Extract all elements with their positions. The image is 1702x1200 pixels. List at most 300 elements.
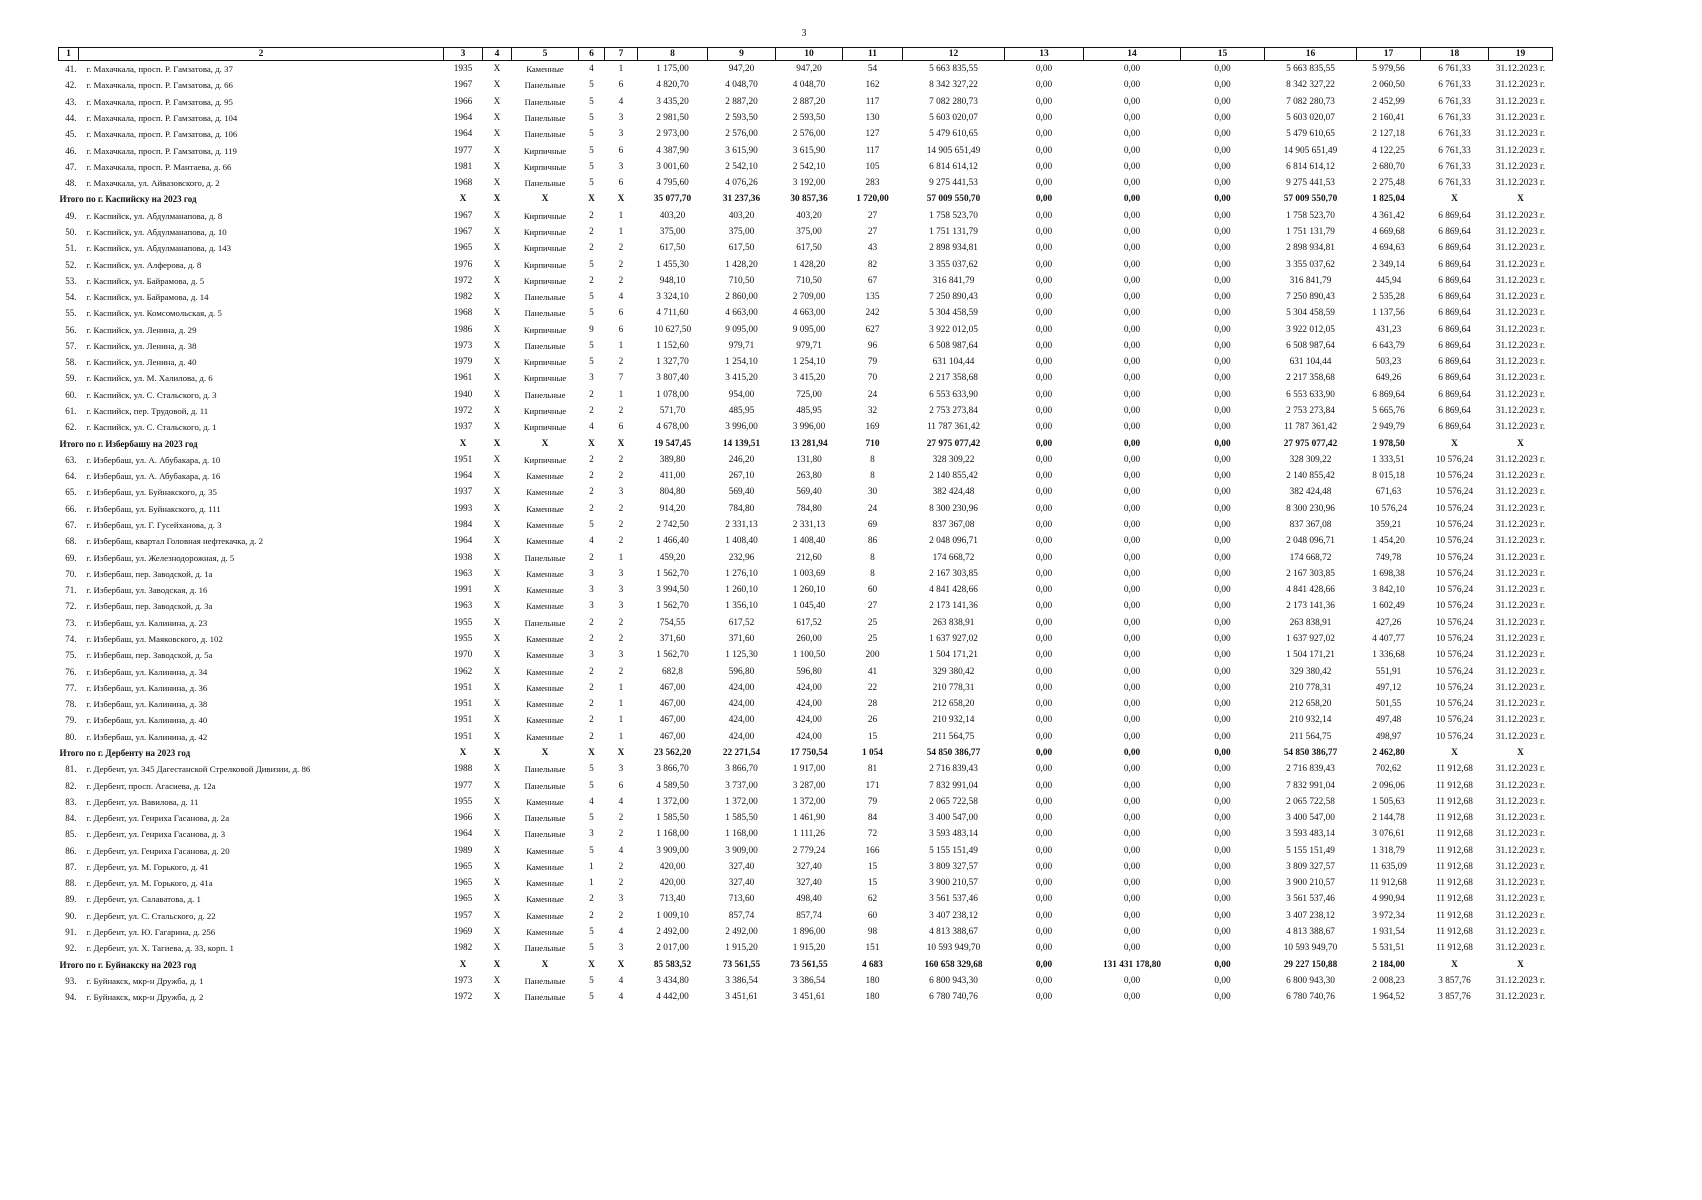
- cell-col4: X: [493, 96, 501, 107]
- cell-col8: 1 562,70: [656, 568, 689, 579]
- cell-col12: 5 479 610,65: [929, 129, 978, 140]
- cell-col16: 2 167 303,85: [1286, 568, 1335, 579]
- cell-col13: 0,00: [1035, 80, 1053, 91]
- row-number: 89.: [65, 894, 77, 905]
- cell-col17: 5 531,51: [1372, 943, 1405, 954]
- address-cell: г. Каспийск, ул. Ленина, д. 40: [86, 357, 197, 368]
- table-row: [59, 631, 1553, 647]
- cell-col13: 0,00: [1035, 487, 1053, 498]
- cell-col14: 0,00: [1123, 992, 1141, 1003]
- cell-col17: 359,21: [1375, 520, 1402, 531]
- address-cell: г. Дербент, ул. Салаватова, д. 1: [86, 894, 201, 905]
- subtotal-label: Итого по г. Каспийску на 2023 год: [59, 194, 197, 205]
- cell-col17: 2 096,06: [1372, 780, 1405, 791]
- address-cell: г. Дербент, ул. 345 Дагестанской Стрелковой Дивизии, д. 86: [86, 764, 311, 775]
- row-number: 73.: [65, 617, 77, 628]
- cell-col3: 1979: [453, 357, 473, 368]
- cell-col18: 10 576,24: [1435, 666, 1474, 677]
- cell-col4: X: [493, 975, 501, 986]
- cell-col6: 2: [589, 894, 594, 905]
- cell-col16: 3 561 537,46: [1286, 894, 1335, 905]
- cell-col18: 11 912,68: [1436, 845, 1473, 856]
- cell-col18: X: [1451, 959, 1458, 970]
- cell-col8: 4 820,70: [656, 80, 689, 91]
- cell-col9: 2 542,10: [725, 161, 758, 172]
- cell-col16: 631 104,44: [1289, 357, 1332, 368]
- cell-col9: 4 663,00: [725, 308, 758, 319]
- cell-col16: 1 504 171,21: [1286, 650, 1335, 661]
- cell-col16: 263 838,91: [1289, 617, 1332, 628]
- cell-col18: 6 869,64: [1438, 243, 1471, 254]
- cell-col18: 11 912,68: [1436, 764, 1473, 775]
- cell-col12: 27 975 077,42: [926, 438, 981, 449]
- cell-col14: 0,00: [1123, 829, 1141, 840]
- cell-col7: 2: [618, 536, 624, 547]
- cell-col9: 857,74: [728, 910, 755, 921]
- cell-col19: 31.12.2023 г.: [1495, 259, 1546, 270]
- subtotal-row: [59, 191, 1553, 207]
- cell-col10: 617,52: [796, 617, 822, 628]
- cell-col14: 0,00: [1123, 406, 1141, 417]
- cell-col11: 242: [865, 308, 880, 319]
- cell-col16: 4 841 428,66: [1286, 585, 1335, 596]
- row-number: 84.: [65, 813, 77, 824]
- address-cell: г. Избербаш, ул. Заводская, д. 16: [86, 585, 208, 596]
- cell-col3: 1955: [453, 633, 473, 644]
- cell-col3: 1937: [453, 487, 473, 498]
- cell-col19: X: [1517, 438, 1524, 449]
- cell-col17: 8 015,18: [1372, 471, 1405, 482]
- cell-col4: X: [493, 715, 501, 726]
- row-number: 87.: [65, 861, 77, 872]
- cell-col13: 0,00: [1035, 129, 1053, 140]
- cell-col15: 0,00: [1214, 324, 1231, 335]
- column-header-9: 9: [708, 48, 776, 61]
- cell-col18: 11 912,68: [1436, 813, 1473, 824]
- cell-col11: 8: [870, 471, 875, 482]
- cell-col18: 6 869,64: [1438, 340, 1471, 351]
- table-row: [59, 761, 1553, 777]
- table-row: [59, 973, 1553, 989]
- cell-col13: 0,00: [1035, 617, 1053, 628]
- address-cell: г. Каспийск, ул. Ленина, д. 29: [86, 324, 197, 335]
- cell-col15: 0,00: [1214, 275, 1231, 286]
- cell-col15: 0,00: [1214, 161, 1231, 172]
- cell-col17: 749,78: [1375, 552, 1402, 563]
- address-cell: г. Махачкала, просп. Р. Гамзатова, д. 37: [86, 64, 233, 75]
- cell-col18: 10 576,24: [1435, 699, 1474, 710]
- cell-col19: 31.12.2023 г.: [1495, 617, 1546, 628]
- cell-col12: 1 504 171,21: [929, 650, 978, 661]
- cell-col10: 3 615,90: [792, 145, 826, 156]
- cell-col19: 31.12.2023 г.: [1495, 845, 1546, 856]
- address-cell: г. Избербаш, ул. Буйнакского, д. 111: [86, 503, 221, 514]
- cell-col17: 4 361,42: [1372, 210, 1405, 221]
- cell-col17: 2 680,70: [1372, 161, 1405, 172]
- cell-col15: 0,00: [1214, 731, 1231, 742]
- cell-col10: 2 542,10: [792, 161, 826, 172]
- row-number: 48.: [65, 178, 77, 189]
- cell-col16: 8 300 230,96: [1286, 503, 1335, 514]
- cell-col15: 0,00: [1214, 617, 1231, 628]
- cell-col3: 1966: [453, 96, 473, 107]
- cell-col3: 1993: [453, 503, 473, 514]
- cell-col18: 11 912,68: [1436, 861, 1473, 872]
- row-number: 94.: [65, 992, 77, 1003]
- cell-col8: 2 981,50: [656, 112, 689, 123]
- address-cell: г. Дербент, ул. Х. Тагиева, д. 33, корп. 1: [86, 943, 234, 954]
- cell-col17: 2 535,28: [1372, 292, 1405, 303]
- cell-col17: 4 122,25: [1372, 145, 1405, 156]
- cell-col3: 1965: [453, 894, 473, 905]
- cell-col7: 2: [618, 666, 624, 677]
- cell-col5: Кирпичные: [523, 406, 567, 417]
- cell-col12: 7 832 991,04: [929, 780, 978, 791]
- cell-col3: 1972: [453, 275, 473, 286]
- cell-col4: X: [493, 813, 501, 824]
- row-number: 59.: [65, 373, 77, 384]
- cell-col19: 31.12.2023 г.: [1495, 650, 1546, 661]
- cell-col8: 571,70: [659, 406, 686, 417]
- row-number: 47.: [65, 161, 77, 172]
- cell-col18: 10 576,24: [1435, 585, 1474, 596]
- cell-col5: Каменные: [526, 894, 564, 905]
- cell-col15: 0,00: [1214, 96, 1231, 107]
- row-number: 55.: [65, 308, 77, 319]
- cell-col15: 0,00: [1214, 568, 1231, 579]
- row-number: 80.: [65, 731, 77, 742]
- table-row: [59, 419, 1553, 435]
- cell-col11: 84: [867, 813, 878, 824]
- cell-col16: 8 342 327,22: [1286, 80, 1335, 91]
- cell-col16: 4 813 388,67: [1286, 927, 1335, 938]
- cell-col19: 31.12.2023 г.: [1495, 780, 1546, 791]
- cell-col17: 551,91: [1375, 666, 1402, 677]
- cell-col16: 3 809 327,57: [1286, 861, 1335, 872]
- cell-col9: 1 260,10: [725, 585, 758, 596]
- cell-col6: 2: [589, 910, 594, 921]
- cell-col15: 0,00: [1214, 764, 1231, 775]
- cell-col9: 267,10: [728, 471, 755, 482]
- cell-col12: 263 838,91: [932, 617, 975, 628]
- cell-col13: 0,00: [1035, 357, 1053, 368]
- cell-col19: 31.12.2023 г.: [1495, 226, 1546, 237]
- cell-col17: 11 635,09: [1370, 861, 1407, 872]
- cell-col11: 25: [867, 617, 878, 628]
- cell-col5: Каменные: [526, 927, 564, 938]
- cell-col14: 0,00: [1123, 292, 1141, 303]
- cell-col8: 3 324,10: [656, 292, 689, 303]
- cell-col12: 57 009 550,70: [926, 194, 981, 205]
- row-number: 66.: [65, 503, 77, 514]
- cell-col6: 2: [589, 487, 594, 498]
- cell-col12: 2 065 722,58: [929, 796, 978, 807]
- cell-col10: 1 917,00: [792, 764, 826, 775]
- cell-col18: 11 912,68: [1436, 878, 1473, 889]
- cell-col3: 1964: [453, 129, 473, 140]
- row-number: 74.: [65, 633, 77, 644]
- cell-col7: 4: [618, 292, 624, 303]
- cell-col19: 31.12.2023 г.: [1495, 878, 1546, 889]
- cell-col13: 0,00: [1035, 112, 1053, 123]
- cell-col8: 914,20: [659, 503, 686, 514]
- cell-col9: 2 331,13: [725, 520, 758, 531]
- cell-col7: 6: [618, 145, 624, 156]
- table-row: [59, 370, 1553, 386]
- cell-col17: 497,12: [1375, 682, 1402, 693]
- table-row: [59, 468, 1553, 484]
- cell-col17: 671,63: [1375, 487, 1402, 498]
- cell-col8: 4 387,90: [656, 145, 689, 156]
- cell-col15: 0,00: [1214, 357, 1231, 368]
- cell-col11: 117: [865, 96, 880, 107]
- cell-col8: 1 009,10: [656, 910, 689, 921]
- cell-col7: 2: [618, 861, 624, 872]
- table-row: [59, 110, 1553, 126]
- cell-col13: 0,00: [1035, 813, 1053, 824]
- cell-col7: 3: [618, 894, 624, 905]
- address-cell: г. Каспийск, ул. Комсомольская, д. 5: [86, 308, 222, 319]
- cell-col17: 2 452,99: [1372, 96, 1405, 107]
- cell-col12: 8 300 230,96: [929, 503, 978, 514]
- cell-col19: 31.12.2023 г.: [1495, 829, 1546, 840]
- cell-col13: 0,00: [1035, 145, 1053, 156]
- cell-col3: 1988: [453, 764, 473, 775]
- table-row: [59, 615, 1553, 631]
- cell-col6: 4: [589, 64, 594, 75]
- cell-col10: 424,00: [796, 699, 822, 710]
- cell-col19: 31.12.2023 г.: [1495, 80, 1546, 91]
- cell-col5: Панельные: [524, 96, 566, 107]
- cell-col9: 617,50: [728, 243, 755, 254]
- cell-col6: 5: [589, 259, 594, 270]
- address-cell: г. Избербаш, ул. Калинина, д. 23: [86, 617, 208, 628]
- row-number: 72.: [65, 601, 77, 612]
- cell-col3: 1982: [453, 943, 473, 954]
- address-cell: г. Избербаш, ул. Калинина, д. 40: [86, 715, 208, 726]
- cell-col7: 1: [618, 210, 624, 221]
- cell-col18: 6 869,64: [1438, 406, 1471, 417]
- cell-col7: 1: [618, 682, 624, 693]
- cell-col16: 1 758 523,70: [1286, 210, 1335, 221]
- cell-col4: X: [493, 324, 501, 335]
- cell-col17: 3 076,61: [1372, 829, 1405, 840]
- cell-col8: 23 562,20: [653, 747, 692, 758]
- cell-col10: 1 100,50: [792, 650, 826, 661]
- cell-col14: 0,00: [1123, 210, 1141, 221]
- cell-col18: 10 576,24: [1435, 715, 1474, 726]
- cell-col17: 11 912,68: [1370, 878, 1407, 889]
- cell-col8: 371,60: [659, 633, 686, 644]
- cell-col10: 1 260,10: [792, 585, 826, 596]
- cell-col12: 1 637 927,02: [929, 633, 978, 644]
- cell-col9: 9 095,00: [725, 324, 758, 335]
- cell-col14: 0,00: [1123, 438, 1141, 449]
- cell-col8: 1 372,00: [656, 796, 689, 807]
- cell-col6: 5: [589, 780, 594, 791]
- cell-col17: 2 160,41: [1372, 112, 1405, 123]
- cell-col18: 11 912,68: [1436, 829, 1473, 840]
- cell-col5: Панельные: [524, 813, 566, 824]
- cell-col3: 1963: [453, 601, 473, 612]
- cell-col4: X: [493, 308, 501, 319]
- cell-col4: X: [493, 699, 501, 710]
- cell-col17: 4 669,68: [1372, 226, 1405, 237]
- cell-col4: X: [493, 226, 501, 237]
- cell-col15: 0,00: [1214, 813, 1231, 824]
- cell-col3: 1968: [453, 308, 473, 319]
- cell-col9: 3 415,20: [725, 373, 758, 384]
- cell-col5: Панельные: [524, 780, 566, 791]
- cell-col11: 98: [867, 927, 878, 938]
- subtotal-label: Итого по г. Буйнакску на 2023 год: [59, 959, 197, 970]
- cell-col9: 232,96: [728, 552, 755, 563]
- cell-col10: 375,00: [796, 226, 822, 237]
- cell-col13: 0,00: [1035, 992, 1053, 1003]
- cell-col16: 5 304 458,59: [1286, 308, 1335, 319]
- cell-col6: 2: [589, 210, 594, 221]
- table-row: [59, 777, 1553, 793]
- table-row: [59, 224, 1553, 240]
- cell-col6: 5: [589, 96, 594, 107]
- cell-col14: 0,00: [1123, 422, 1141, 433]
- cell-col15: 0,00: [1214, 845, 1231, 856]
- cell-col6: 3: [589, 829, 594, 840]
- column-header-18: 18: [1421, 48, 1489, 61]
- cell-col6: 4: [589, 796, 594, 807]
- cell-col9: 4 048,70: [725, 80, 758, 91]
- cell-col8: 1 168,00: [656, 829, 689, 840]
- cell-col13: 0,00: [1035, 340, 1053, 351]
- cell-col17: 3 842,10: [1372, 585, 1405, 596]
- cell-col3: 1951: [453, 454, 473, 465]
- cell-col6: X: [588, 194, 595, 205]
- cell-col12: 8 342 327,22: [929, 80, 978, 91]
- cell-col17: 1 978,50: [1372, 438, 1405, 449]
- address-cell: г. Избербаш, пер. Заводской, д. 1а: [86, 568, 213, 579]
- cell-col6: 1: [589, 861, 594, 872]
- cell-col7: 3: [618, 650, 624, 661]
- cell-col11: 30: [867, 487, 878, 498]
- cell-col11: 69: [867, 520, 878, 531]
- cell-col8: 420,00: [659, 878, 686, 889]
- cell-col16: 2 173 141,36: [1286, 601, 1335, 612]
- cell-col15: 0,00: [1214, 243, 1231, 254]
- cell-col18: 10 576,24: [1435, 682, 1474, 693]
- cell-col13: 0,00: [1035, 699, 1053, 710]
- cell-col4: X: [493, 161, 501, 172]
- cell-col19: 31.12.2023 г.: [1495, 454, 1546, 465]
- cell-col10: 9 095,00: [792, 324, 826, 335]
- cell-col6: 4: [589, 536, 594, 547]
- cell-col16: 7 082 280,73: [1286, 96, 1335, 107]
- cell-col9: 713,60: [728, 894, 755, 905]
- cell-col15: 0,00: [1214, 112, 1231, 123]
- cell-col18: 10 576,24: [1435, 454, 1474, 465]
- cell-col16: 2 898 934,81: [1286, 243, 1335, 254]
- cell-col6: 3: [589, 585, 594, 596]
- cell-col19: 31.12.2023 г.: [1495, 324, 1546, 335]
- cell-col5: X: [541, 747, 549, 758]
- cell-col15: 0,00: [1214, 292, 1231, 303]
- cell-col10: 2 331,13: [792, 520, 826, 531]
- cell-col12: 7 250 890,43: [929, 292, 978, 303]
- cell-col11: 4 683: [862, 959, 883, 970]
- cell-col6: 5: [589, 927, 594, 938]
- cell-col6: 5: [589, 112, 594, 123]
- row-number: 46.: [65, 145, 77, 156]
- cell-col14: 0,00: [1123, 666, 1141, 677]
- cell-col12: 3 400 547,00: [929, 813, 978, 824]
- cell-col13: 0,00: [1035, 243, 1053, 254]
- table-row: [59, 843, 1553, 859]
- row-number: 65.: [65, 487, 77, 498]
- cell-col19: 31.12.2023 г.: [1495, 275, 1546, 286]
- cell-col4: X: [493, 471, 501, 482]
- cell-col13: 0,00: [1035, 438, 1053, 449]
- cell-col19: 31.12.2023 г.: [1495, 112, 1546, 123]
- cell-col15: 0,00: [1214, 422, 1231, 433]
- cell-col14: 0,00: [1123, 585, 1141, 596]
- table-row: [59, 794, 1553, 810]
- row-number: 75.: [65, 650, 77, 661]
- cell-col8: 3 435,20: [656, 96, 689, 107]
- cell-col3: X: [459, 194, 467, 205]
- cell-col13: 0,00: [1035, 64, 1053, 75]
- cell-col11: 15: [867, 878, 878, 889]
- cell-col18: 6 761,33: [1438, 96, 1471, 107]
- cell-col13: 0,00: [1035, 910, 1053, 921]
- cell-col16: 6 780 740,76: [1286, 992, 1335, 1003]
- cell-col13: 0,00: [1035, 927, 1053, 938]
- cell-col15: 0,00: [1214, 715, 1231, 726]
- cell-col14: 0,00: [1123, 324, 1141, 335]
- cell-col13: 0,00: [1035, 715, 1053, 726]
- cell-col19: 31.12.2023 г.: [1495, 585, 1546, 596]
- cell-col7: 6: [618, 422, 624, 433]
- cell-col11: 41: [867, 666, 878, 677]
- address-cell: г. Дербент, ул. С. Стальского, д. 22: [86, 910, 216, 921]
- table-row: [59, 354, 1553, 370]
- cell-col14: 0,00: [1123, 943, 1141, 954]
- cell-col13: 0,00: [1035, 454, 1053, 465]
- cell-col6: 5: [589, 943, 594, 954]
- address-cell: г. Каспийск, ул. С. Стальского, д. 1: [86, 422, 217, 433]
- table-body: [59, 61, 1553, 1006]
- cell-col15: 0,00: [1214, 552, 1231, 563]
- cell-col16: 6 553 633,90: [1286, 389, 1335, 400]
- cell-col10: 17 750,54: [790, 747, 828, 758]
- cell-col7: 2: [618, 503, 624, 514]
- cell-col17: 1 505,63: [1372, 796, 1405, 807]
- address-cell: г. Дербент, ул. Генриха Гасанова, д. 2а: [86, 813, 230, 824]
- cell-col18: 10 576,24: [1435, 520, 1474, 531]
- cell-col5: Каменные: [526, 568, 564, 579]
- cell-col14: 0,00: [1123, 145, 1141, 156]
- cell-col11: 162: [865, 80, 880, 91]
- cell-col8: 459,20: [659, 552, 686, 563]
- cell-col19: 31.12.2023 г.: [1495, 536, 1546, 547]
- cell-col11: 79: [867, 357, 878, 368]
- cell-col18: 10 576,24: [1435, 568, 1474, 579]
- cell-col4: X: [493, 292, 501, 303]
- cell-col10: 947,20: [796, 64, 822, 75]
- cell-col12: 328 309,22: [932, 454, 975, 465]
- cell-col18: 10 576,24: [1435, 633, 1474, 644]
- cell-col6: 2: [589, 731, 594, 742]
- cell-col5: X: [541, 959, 549, 970]
- cell-col7: X: [617, 747, 625, 758]
